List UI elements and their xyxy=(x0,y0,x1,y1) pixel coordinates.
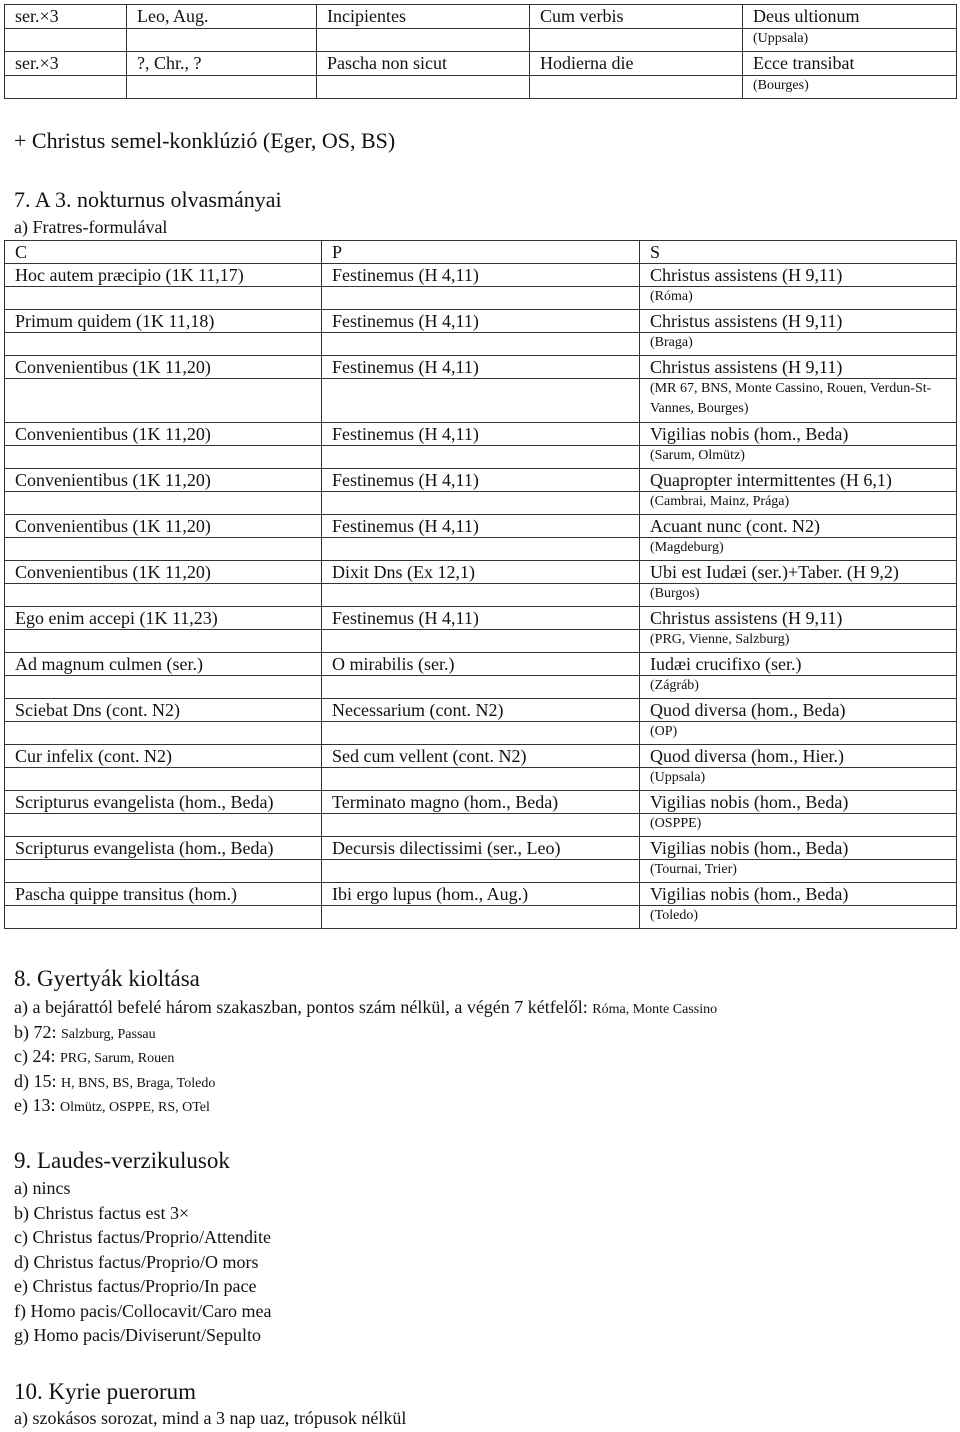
item-places: H, BNS, BS, Braga, Toledo xyxy=(61,1075,216,1091)
table-note-row xyxy=(5,76,957,99)
place-note: (Cambrai, Mainz, Prága) xyxy=(640,492,957,515)
place-note: (Magdeburg) xyxy=(640,538,957,561)
table-row xyxy=(5,837,957,860)
table-cell-c: Primum quidem (1K 11,18) xyxy=(5,310,322,333)
table-note-row xyxy=(5,492,957,515)
section-7-title: 7. A 3. nokturnus olvasmányai xyxy=(14,187,282,212)
place-note: (Uppsala) xyxy=(640,768,957,791)
table-cell-c: Cur infelix (cont. N2) xyxy=(5,745,322,768)
top-table xyxy=(4,4,957,99)
table-note-row xyxy=(5,860,957,883)
list-item xyxy=(14,1020,717,1045)
table-cell: Hodierna die xyxy=(530,52,743,76)
table-cell-c: Convenientibus (1K 11,20) xyxy=(5,561,322,584)
table-row xyxy=(5,264,957,287)
table-cell: ser.×3 xyxy=(5,5,127,29)
table-note-row xyxy=(5,584,957,607)
table-cell-s: Quod diversa (hom., Hier.) xyxy=(640,745,957,768)
table-cell: ser.×3 xyxy=(5,52,127,76)
list-item: b) Christus factus est 3× xyxy=(14,1202,190,1223)
table-note-row xyxy=(5,287,957,310)
place-note: (Bourges) xyxy=(743,76,957,99)
list-item xyxy=(14,1069,717,1094)
column-header-s: S xyxy=(640,241,957,264)
table-note-row xyxy=(5,676,957,699)
section-8-title: 8. Gyertyák kioltása xyxy=(14,966,200,991)
list-item: a) szokásos sorozat, mind a 3 nap uaz, trópusok nélkül xyxy=(14,1408,407,1428)
table-cell: Incipientes xyxy=(317,5,530,29)
table-row xyxy=(5,745,957,768)
item-places: Salzburg, Passau xyxy=(61,1026,156,1042)
table-row xyxy=(5,699,957,722)
place-note: (OP) xyxy=(640,722,957,745)
table-cell: Ecce transibat xyxy=(743,52,957,76)
table-note-row xyxy=(5,538,957,561)
table-cell-s: Vigilias nobis (hom., Beda) xyxy=(640,883,957,906)
list-item xyxy=(14,1044,717,1069)
place-note: (Toledo) xyxy=(640,906,957,929)
table-row xyxy=(5,561,957,584)
section-9-title: 9. Laudes-verzikulusok xyxy=(14,1148,230,1173)
table-cell: ?, Chr., ? xyxy=(127,52,317,76)
table-row xyxy=(5,607,957,630)
table-cell-p: Necessarium (cont. N2) xyxy=(322,699,640,722)
table-row xyxy=(5,356,957,379)
table-cell-c: Convenientibus (1K 11,20) xyxy=(5,356,322,379)
table-cell-c: Convenientibus (1K 11,20) xyxy=(5,469,322,492)
table-cell-p: Terminato magno (hom., Beda) xyxy=(322,791,640,814)
table-cell-p: Festinemus (H 4,11) xyxy=(322,469,640,492)
table-note-row xyxy=(5,379,957,423)
table-note-row xyxy=(5,768,957,791)
table-cell-s: Ubi est Iudæi (ser.)+Taber. (H 9,2) xyxy=(640,561,957,584)
place-note: (Róma) xyxy=(640,287,957,310)
place-note: (MR 67, BNS, Monte Cassino, Rouen, Verdun-St-Vannes, Bourges) xyxy=(640,379,957,423)
table-row xyxy=(5,423,957,446)
table-row xyxy=(5,5,957,29)
table-cell-p: Ibi ergo lupus (hom., Aug.) xyxy=(322,883,640,906)
table-note-row xyxy=(5,333,957,356)
table-cell: Deus ultionum xyxy=(743,5,957,29)
table-cell-p: Festinemus (H 4,11) xyxy=(322,356,640,379)
table-cell-s: Christus assistens (H 9,11) xyxy=(640,310,957,333)
table-cell-s: Christus assistens (H 9,11) xyxy=(640,607,957,630)
item-text: c) 24: xyxy=(14,1046,60,1066)
item-places: PRG, Sarum, Rouen xyxy=(59,1051,175,1066)
item-places: Róma, Monte Cassino xyxy=(592,1002,718,1017)
table-row xyxy=(5,515,957,538)
section-7-subtitle: a) Fratres-formulával xyxy=(14,217,168,237)
table-row xyxy=(5,791,957,814)
table-cell-s: Vigilias nobis (hom., Beda) xyxy=(640,791,957,814)
table-row xyxy=(5,653,957,676)
table-cell-s: Vigilias nobis (hom., Beda) xyxy=(640,423,957,446)
table-header-row xyxy=(5,241,957,264)
list-item: d) Christus factus/Proprio/O mors xyxy=(14,1251,259,1272)
item-places: Olmütz, OSPPE, RS, OTel xyxy=(59,1100,210,1115)
table-cell-s: Quapropter intermittentes (H 6,1) xyxy=(640,469,957,492)
table-cell: Pascha non sicut xyxy=(317,52,530,76)
list-item: f) Homo pacis/Collocavit/Caro mea xyxy=(14,1300,272,1321)
table-cell-c: Sciebat Dns (cont. N2) xyxy=(5,699,322,722)
section-9-list xyxy=(14,1176,271,1348)
table-cell-c: Hoc autem præcipio (1K 11,17) xyxy=(5,264,322,287)
table-row xyxy=(5,883,957,906)
table-cell-c: Ego enim accepi (1K 11,23) xyxy=(5,607,322,630)
place-note: (PRG, Vienne, Salzburg) xyxy=(640,630,957,653)
list-item xyxy=(14,1093,717,1118)
table-cell-s: Christus assistens (H 9,11) xyxy=(640,264,957,287)
table-cell-c: Convenientibus (1K 11,20) xyxy=(5,423,322,446)
item-text: e) 13: xyxy=(14,1095,60,1115)
table-cell-p: Festinemus (H 4,11) xyxy=(322,607,640,630)
main-table xyxy=(4,240,957,929)
table-note-row xyxy=(5,630,957,653)
table-note-row xyxy=(5,29,957,52)
table-cell-s: Quod diversa (hom., Beda) xyxy=(640,699,957,722)
table-cell-p: Festinemus (H 4,11) xyxy=(322,423,640,446)
table-cell-s: Acuant nunc (cont. N2) xyxy=(640,515,957,538)
place-note: (Zágráb) xyxy=(640,676,957,699)
place-note: (Sarum, Olmütz) xyxy=(640,446,957,469)
table-cell-p: Decursis dilectissimi (ser., Leo) xyxy=(322,837,640,860)
table-cell-c: Scripturus evangelista (hom., Beda) xyxy=(5,791,322,814)
table-cell-s: Vigilias nobis (hom., Beda) xyxy=(640,837,957,860)
list-item xyxy=(14,995,717,1020)
christus-note: + Christus semel-konklúzió (Eger, OS, BS) xyxy=(14,128,396,153)
table-row xyxy=(5,469,957,492)
table-cell-p: Festinemus (H 4,11) xyxy=(322,310,640,333)
table-row xyxy=(5,310,957,333)
table-cell-c: Convenientibus (1K 11,20) xyxy=(5,515,322,538)
table-cell-p: Dixit Dns (Ex 12,1) xyxy=(322,561,640,584)
table-note-row xyxy=(5,906,957,929)
item-text: d) 15: xyxy=(14,1070,61,1091)
table-cell: Cum verbis xyxy=(530,5,743,29)
table-cell-p: Festinemus (H 4,11) xyxy=(322,515,640,538)
column-header-p: P xyxy=(322,241,640,264)
place-note: (Braga) xyxy=(640,333,957,356)
section-10-list xyxy=(14,1406,406,1430)
place-note: (Uppsala) xyxy=(743,29,957,52)
list-item: c) Christus factus/Proprio/Attendite xyxy=(14,1227,271,1247)
section-10-title: 10. Kyrie puerorum xyxy=(14,1379,197,1404)
place-note: (OSPPE) xyxy=(640,814,957,837)
table-cell-c: Pascha quippe transitus (hom.) xyxy=(5,883,322,906)
place-note: (Burgos) xyxy=(640,584,957,607)
table-row xyxy=(5,52,957,76)
table-note-row xyxy=(5,814,957,837)
table-note-row xyxy=(5,446,957,469)
item-text: b) 72: xyxy=(14,1021,61,1042)
table-cell-s: Iudæi crucifixo (ser.) xyxy=(640,653,957,676)
table-cell-p: Sed cum vellent (cont. N2) xyxy=(322,745,640,768)
place-note: (Tournai, Trier) xyxy=(640,860,957,883)
table-cell-s: Christus assistens (H 9,11) xyxy=(640,356,957,379)
list-item: a) nincs xyxy=(14,1178,71,1198)
column-header-c: C xyxy=(5,241,322,264)
table-cell-p: Festinemus (H 4,11) xyxy=(322,264,640,287)
table-cell: Leo, Aug. xyxy=(127,5,317,29)
table-cell-c: Ad magnum culmen (ser.) xyxy=(5,653,322,676)
table-note-row xyxy=(5,722,957,745)
list-item: g) Homo pacis/Diviserunt/Sepulto xyxy=(14,1325,261,1345)
table-cell-p: O mirabilis (ser.) xyxy=(322,653,640,676)
section-8-list xyxy=(14,995,717,1118)
item-text: a) a bejárattól befelé három szakaszban, pontos szám nélkül, a végén 7 kétfelől: xyxy=(14,997,593,1017)
list-item: e) Christus factus/Proprio/In pace xyxy=(14,1276,257,1296)
table-cell-c: Scripturus evangelista (hom., Beda) xyxy=(5,837,322,860)
